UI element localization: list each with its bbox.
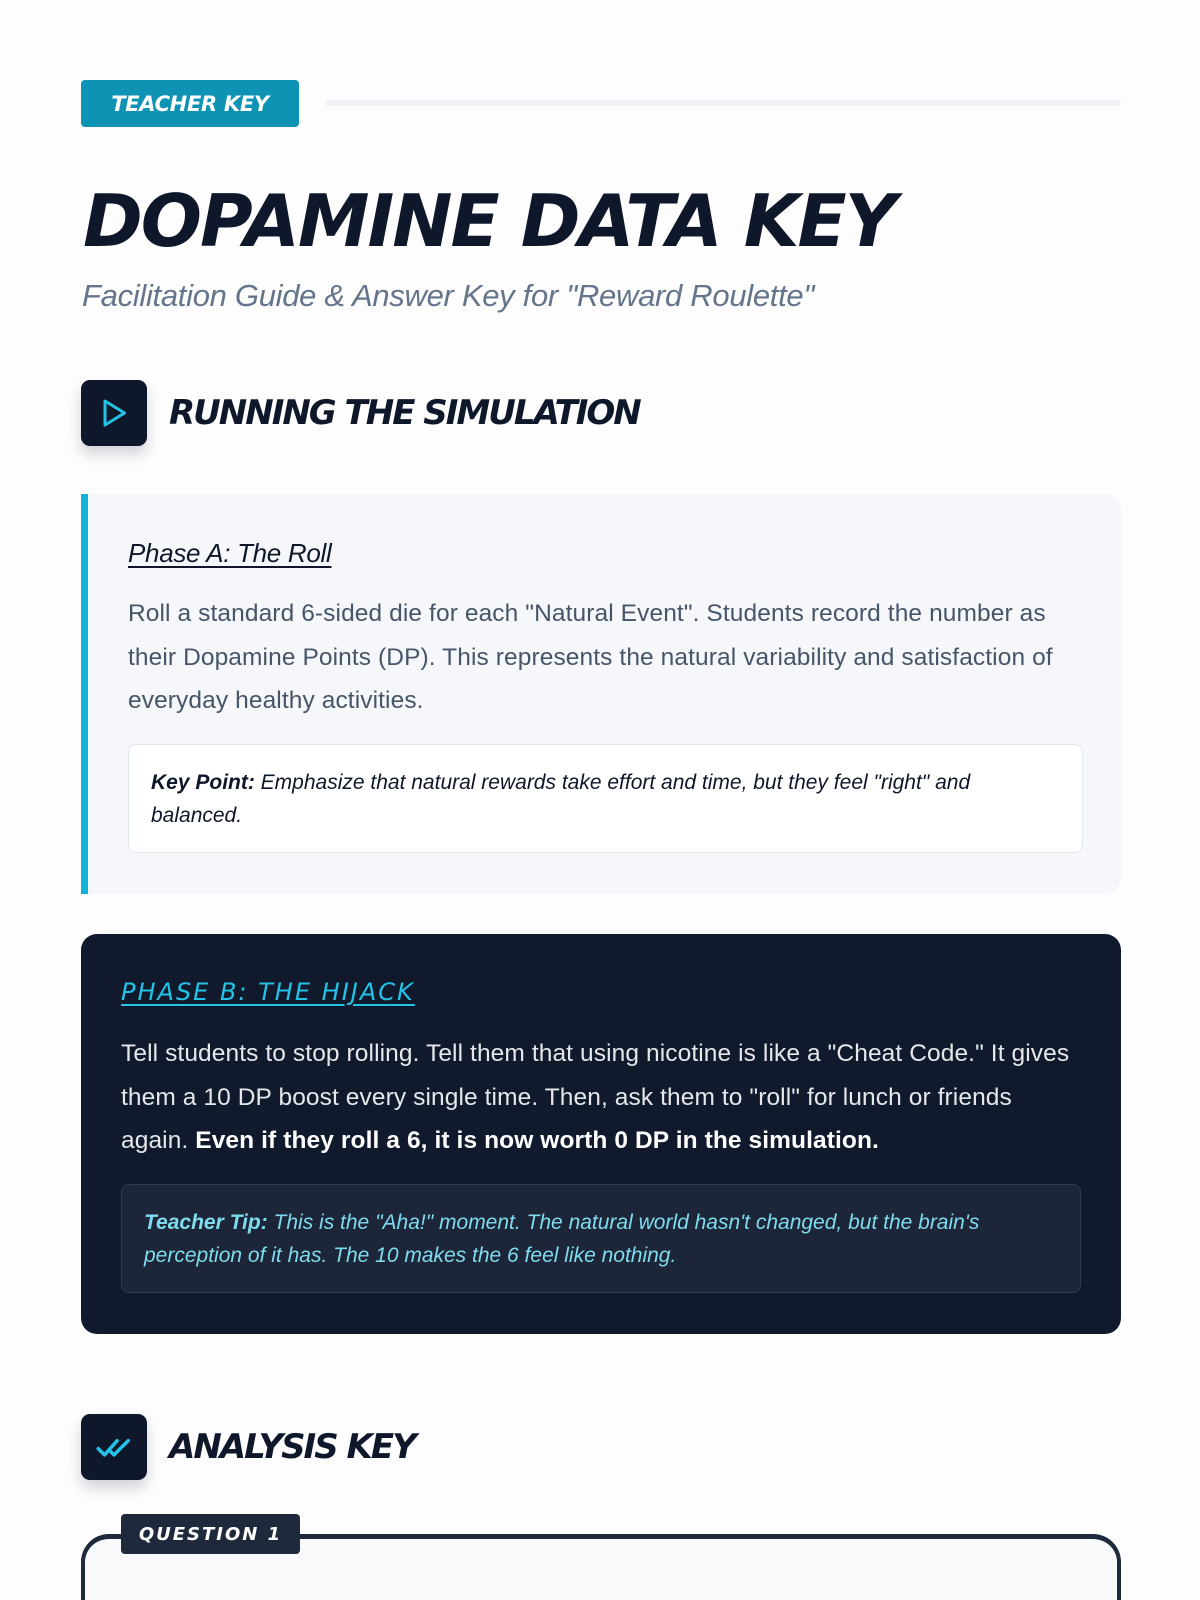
header-row — [81, 80, 1121, 128]
phase-b-body-text: Tell students to stop rolling. Tell them that using nicotine is like a "Cheat Code." It gives them a 10 DP boost every single time. Then, ask them to "roll" for lunch or friends again. — [121, 1040, 1070, 1154]
key-point-note — [128, 744, 1083, 853]
phase-b-card — [81, 934, 1121, 1334]
play-icon — [81, 380, 147, 446]
question-1-label: QUESTION 1 — [121, 1514, 300, 1554]
section-title-analysis: ANALYSIS KEY — [169, 1427, 415, 1467]
section-header-analysis — [81, 1414, 415, 1480]
divider — [325, 100, 1121, 106]
teacher-key-badge: TEACHER KEY — [81, 80, 299, 127]
section-header-simulation — [81, 380, 640, 446]
key-point-label: Key Point: — [151, 771, 255, 794]
teacher-tip-label: Teacher Tip: — [144, 1211, 268, 1234]
teacher-tip-text: This is the "Aha!" moment. The natural world hasn't changed, but the brain's perception of it has. The 10 makes the 6 feel like nothing. — [144, 1211, 980, 1267]
phase-a-body: Roll a standard 6-sided die for each "Natural Event". Students record the number as their Dopamine Points (DP). This represents the natural variability and satisfaction of everyday healthy activities. — [128, 600, 1053, 714]
double-check-icon — [81, 1414, 147, 1480]
phase-b-title: PHASE B: THE HIJACK — [121, 978, 415, 1006]
phase-a-card — [81, 494, 1121, 894]
phase-a-title: Phase A: The Roll — [128, 538, 332, 568]
key-point-text: Emphasize that natural rewards take effort and time, but they feel "right" and balanced. — [151, 771, 971, 827]
phase-b-body-emphasis: Even if they roll a 6, it is now worth 0 DP in the simulation. — [195, 1127, 879, 1154]
section-title-simulation: RUNNING THE SIMULATION — [169, 393, 640, 433]
phase-b-body — [121, 1032, 1081, 1163]
page-title: DOPAMINE DATA KEY — [83, 179, 895, 263]
page-subtitle: Facilitation Guide & Answer Key for "Reward Roulette" — [82, 278, 815, 313]
teacher-tip-note — [121, 1184, 1081, 1293]
